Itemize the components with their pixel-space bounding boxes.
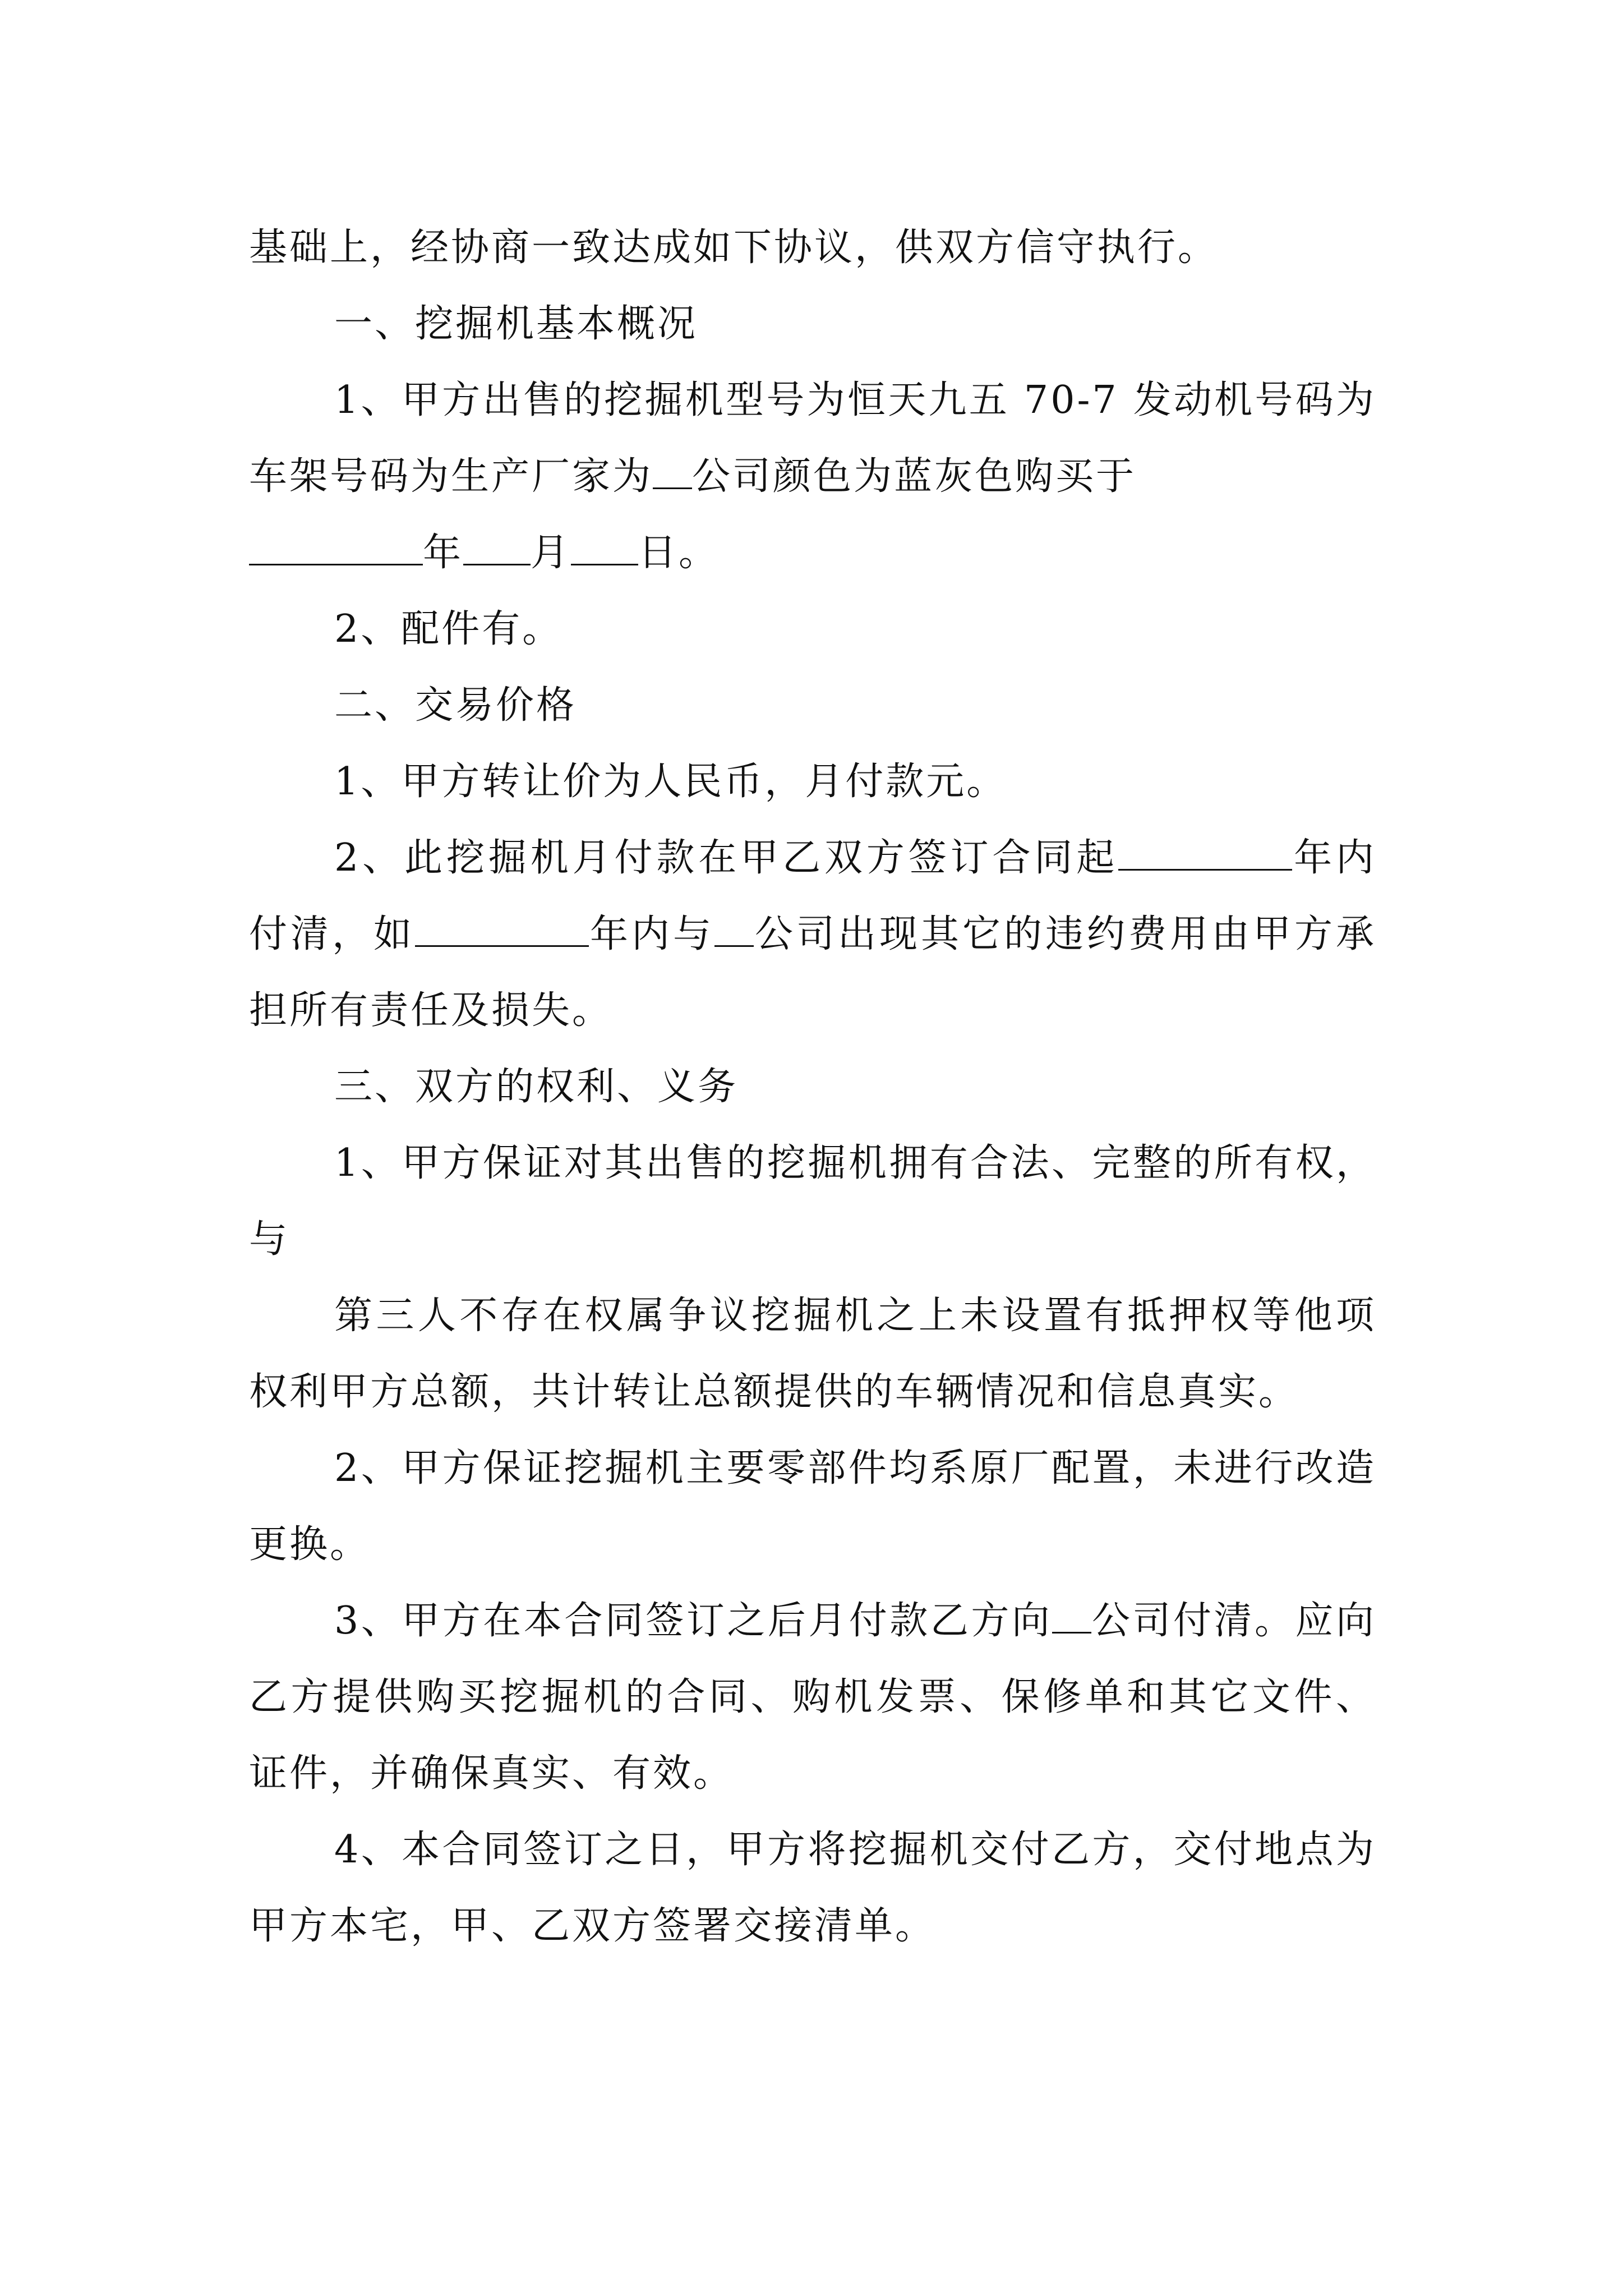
- clause-3-3-text-a: 3、甲方在本合同签订之后月付款乙方向: [334, 1599, 1053, 1643]
- section-heading-1-text: 一、挖掘机基本概况: [334, 302, 698, 346]
- section-heading-2-text: 二、交易价格: [334, 683, 577, 728]
- clause-1-2-text: 2、配件有。: [334, 607, 563, 651]
- section-heading-2: [249, 668, 1376, 744]
- paragraph-intro: [249, 210, 1376, 286]
- clause-1-1-text-a: 1、甲方出售的挖掘机型号为恒天九五 70-7 发动机号码为车架号码为生产厂家为: [249, 378, 1376, 499]
- clause-3-3: [249, 1583, 1376, 1812]
- clause-3-1-continued: [249, 1278, 1376, 1430]
- blank-line: [653, 455, 692, 489]
- clause-1-1-text-b: 公司颜色为蓝灰色购买于: [692, 454, 1137, 499]
- section-heading-3-text: 三、双方的权利、义务: [334, 1065, 739, 1109]
- clause-2-2-text-c: 年内与: [589, 912, 714, 956]
- clause-3-1: [249, 1125, 1376, 1278]
- clause-3-4-text: 4、本合同签订之日，甲方将挖掘机交付乙方，交付地点为甲方本宅，甲、乙双方签署交接清单。: [249, 1828, 1376, 1948]
- clause-2-1: [249, 744, 1376, 820]
- blank-line: [249, 531, 423, 565]
- section-heading-3: [249, 1049, 1376, 1125]
- clause-3-2: [249, 1430, 1376, 1583]
- clause-3-1-text: 1、甲方保证对其出售的挖掘机拥有合法、完整的所有权，与: [249, 1141, 1376, 1262]
- clause-1-1-text-e: 日。: [638, 531, 720, 575]
- clause-3-3-text-b: 公司付清。应向乙方提供购买挖掘机的合同、购机发票、保修单和其它文件、证件，并确保真实、有效。: [249, 1599, 1376, 1796]
- blank-line: [571, 531, 638, 565]
- clause-3-4: [249, 1812, 1376, 1964]
- clause-3-1-continued-text: 第三人不存在权属争议挖掘机之上未设置有抵押权等他项权利甲方总额，共计转让总额提供的车辆情况和信息真实。: [249, 1294, 1376, 1414]
- document-body: [249, 210, 1376, 1964]
- clause-2-2: [249, 820, 1376, 1049]
- clause-1-1-text-c: 年: [423, 531, 464, 575]
- section-heading-1: [249, 286, 1376, 362]
- clause-1-2: [249, 591, 1376, 668]
- blank-line: [1052, 1599, 1091, 1634]
- clause-2-2-text-b: 年内付清，如: [249, 836, 1376, 956]
- clause-2-2-text-d: 公司出现其它的违约费用由甲方承担所有责任及损失。: [249, 912, 1376, 1033]
- clause-3-2-text: 2、甲方保证挖掘机主要零部件均系原厂配置，未进行改造更换。: [249, 1446, 1376, 1567]
- clause-1-1-text-d: 月: [531, 531, 571, 575]
- blank-line: [714, 913, 754, 947]
- blank-line: [463, 531, 531, 565]
- clause-2-1-text: 1、甲方转让价为人民币，月付款元。: [334, 760, 1007, 804]
- clause-1-1: [249, 362, 1376, 591]
- blank-line: [1118, 836, 1292, 871]
- blank-line: [415, 913, 589, 947]
- clause-2-2-text-a: 2、此挖掘机月付款在甲乙双方签订合同起: [334, 836, 1119, 880]
- paragraph-intro-text: 基础上，经协商一致达成如下协议，供双方信守执行。: [249, 226, 1219, 270]
